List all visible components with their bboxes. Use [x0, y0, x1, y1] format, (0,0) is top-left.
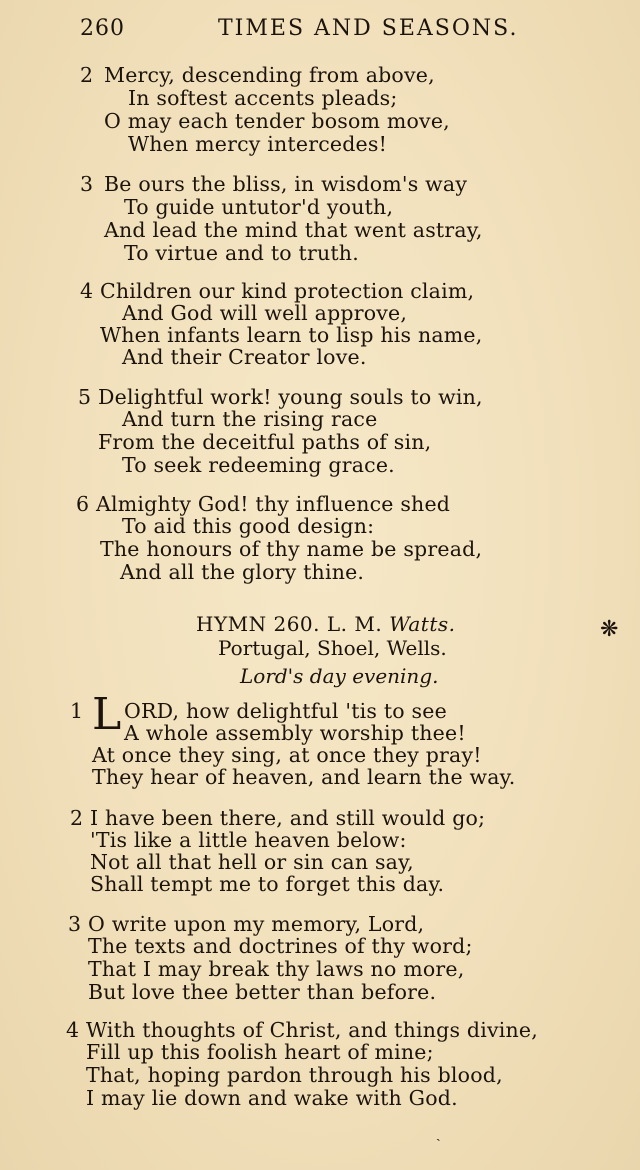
verse-line: Shall tempt me to forget this day.: [90, 872, 445, 896]
verse-line: That I may break thy laws no more,: [88, 957, 465, 981]
verse-line: But love thee better than before.: [88, 980, 437, 1004]
verse-line: ORD, how delightful 'tis to see: [124, 699, 447, 723]
verse-line: I have been there, and still would go;: [90, 806, 486, 830]
verse-line: Mercy, descending from above,: [104, 63, 435, 87]
verse-line: A whole assembly worship thee!: [124, 721, 466, 745]
stanza-number: 1: [70, 699, 84, 723]
verse-line: And turn the rising race: [122, 407, 378, 431]
verse-line: To virtue and to truth.: [124, 241, 359, 265]
verse-line: And all the glory thine.: [120, 560, 365, 584]
verse-line: To guide untutor'd youth,: [124, 195, 394, 219]
verse-line: And lead the mind that went astray,: [104, 218, 483, 242]
verse-line: To aid this good design:: [122, 514, 375, 538]
verse-line: That, hoping pardon through his blood,: [86, 1063, 503, 1087]
verse-line: Fill up this foolish heart of mine;: [86, 1040, 434, 1064]
page-number: 260: [80, 16, 125, 41]
stanza-number: 5: [78, 385, 92, 409]
hymn-number: HYMN 260. L. M.: [196, 612, 383, 636]
ink-speck: ˎ: [436, 1126, 441, 1142]
verse-line: O write upon my memory, Lord,: [88, 912, 425, 936]
verse-line: O may each tender bosom move,: [104, 109, 450, 133]
verse-line: 'Tis like a little heaven below:: [90, 828, 407, 852]
running-head: TIMES AND SEASONS.: [218, 16, 519, 41]
verse-line: In softest accents pleads;: [128, 86, 398, 110]
hymn-title: [196, 612, 456, 636]
verse-line: The honours of thy name be spread,: [100, 537, 483, 561]
verse-line: They hear of heaven, and learn the way.: [92, 765, 516, 789]
stanza-number: 4: [66, 1018, 80, 1042]
stanza-number: 2: [80, 63, 94, 87]
verse-line: Be ours the bliss, in wisdom's way: [104, 172, 468, 196]
verse-line: Almighty God! thy influence shed: [96, 492, 451, 516]
tune-names: Portugal, Shoel, Wells.: [218, 636, 447, 660]
verse-line: Delightful work! young souls to win,: [98, 385, 483, 409]
verse-line: When infants learn to lisp his name,: [100, 323, 483, 347]
verse-line: When mercy intercedes!: [128, 132, 388, 156]
stanza-number: 3: [68, 912, 82, 936]
verse-line: Not all that hell or sin can say,: [90, 850, 414, 874]
verse-line: The texts and doctrines of thy word;: [88, 934, 473, 958]
verse-line: I may lie down and wake with God.: [86, 1086, 458, 1110]
stanza-number: 6: [76, 492, 90, 516]
stanza-number: 4: [80, 279, 94, 303]
verse-line: To seek redeeming grace.: [122, 453, 395, 477]
drop-cap: L: [92, 689, 122, 740]
hymn-subject: Lord's day evening.: [240, 664, 439, 688]
verse-line: Children our kind protection claim,: [100, 279, 475, 303]
verse-line: From the deceitful paths of sin,: [98, 430, 432, 454]
stanza-number: 3: [80, 172, 94, 196]
verse-line: At once they sing, at once they pray!: [92, 743, 482, 767]
verse-line: With thoughts of Christ, and things divine,: [86, 1018, 538, 1042]
stanza-number: 2: [70, 806, 84, 830]
ornament-icon: ❋: [600, 617, 619, 642]
verse-line: And God will well approve,: [122, 301, 408, 325]
hymn-author: Watts.: [389, 612, 456, 636]
verse-line: And their Creator love.: [122, 345, 367, 369]
